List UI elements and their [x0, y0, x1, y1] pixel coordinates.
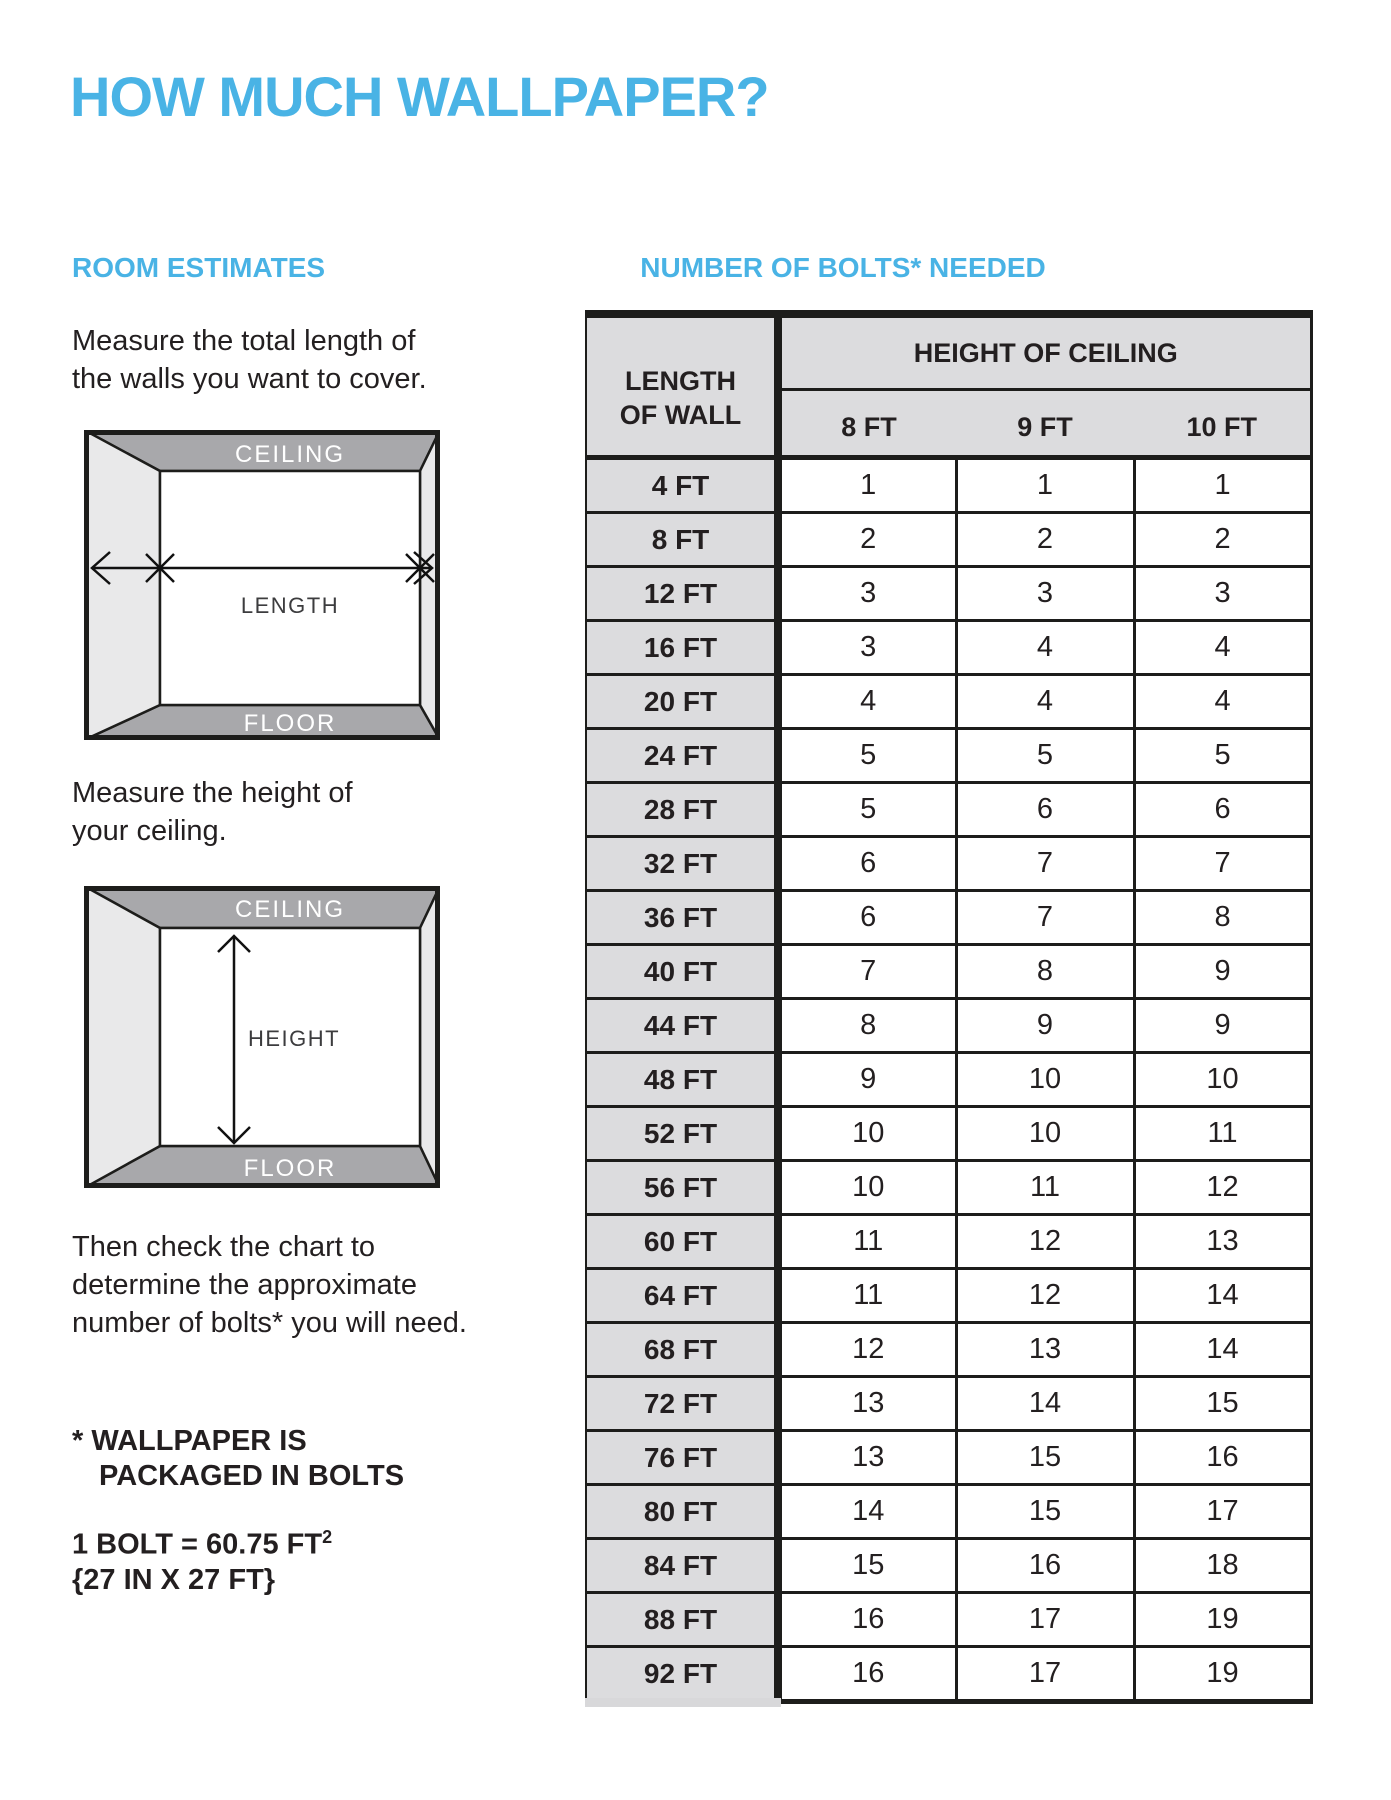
bolt-count-cell: 6 — [778, 891, 956, 945]
bolt-count-cell: 17 — [956, 1647, 1134, 1702]
footnote-line: * WALLPAPER IS — [72, 1425, 307, 1457]
bolt-table-body — [586, 458, 1311, 1702]
row-header-length: 56 FT — [586, 1161, 778, 1215]
bolt-count-cell: 11 — [778, 1215, 956, 1269]
row-header-length: 72 FT — [586, 1377, 778, 1431]
row-header-length: 4 FT — [586, 458, 778, 513]
bolt-count-cell: 4 — [1134, 621, 1311, 675]
row-header-length: 60 FT — [586, 1215, 778, 1269]
wallpaper-bolts-footnote — [72, 1424, 404, 1494]
column-header-10ft: 10 FT — [1134, 390, 1311, 458]
section-heading-bolts-needed: NUMBER OF BOLTS* NEEDED — [640, 252, 1046, 283]
floor-label: FLOOR — [243, 1155, 337, 1182]
bolt-count-cell: 6 — [956, 783, 1134, 837]
bolt-count-cell: 16 — [778, 1593, 956, 1647]
ceiling-label: CEILING — [234, 441, 346, 468]
table-row — [586, 567, 1311, 621]
floor-label: FLOOR — [243, 710, 337, 737]
bolt-count-cell: 3 — [1134, 567, 1311, 621]
room-length-diagram — [84, 430, 440, 740]
bolt-count-cell: 10 — [778, 1107, 956, 1161]
row-header-length: 52 FT — [586, 1107, 778, 1161]
table-row — [586, 783, 1311, 837]
bolt-count-cell: 5 — [778, 783, 956, 837]
row-header-length: 28 FT — [586, 783, 778, 837]
bolt-count-cell: 3 — [956, 567, 1134, 621]
page-title: HOW MUCH WALLPAPER? — [70, 65, 769, 128]
left-wall-surface — [84, 886, 160, 1188]
bolt-count-cell: 13 — [956, 1323, 1134, 1377]
bolt-table-head — [586, 314, 1311, 458]
footnote-line: PACKAGED IN BOLTS — [99, 1460, 405, 1492]
bolt-count-cell: 8 — [1134, 891, 1311, 945]
bolt-count-cell: 15 — [956, 1485, 1134, 1539]
row-header-length: 64 FT — [586, 1269, 778, 1323]
table-row — [586, 1107, 1311, 1161]
instruction-line: the walls you want to cover. — [72, 363, 427, 395]
instruction-step-chart — [72, 1228, 467, 1342]
instruction-step-height — [72, 774, 353, 850]
row-header-length: 48 FT — [586, 1053, 778, 1107]
bolt-count-cell: 8 — [956, 945, 1134, 999]
length-header-line: LENGTH — [625, 365, 736, 396]
bolt-count-cell: 10 — [1134, 1053, 1311, 1107]
table-row — [586, 621, 1311, 675]
bolt-count-cell: 14 — [778, 1485, 956, 1539]
row-header-length: 44 FT — [586, 999, 778, 1053]
row-header-length: 92 FT — [586, 1647, 778, 1702]
column-header-9ft: 9 FT — [956, 390, 1134, 458]
table-row — [586, 945, 1311, 999]
bolt-count-cell: 12 — [956, 1269, 1134, 1323]
table-row — [586, 1269, 1311, 1323]
column-header-8ft: 8 FT — [778, 390, 956, 458]
bolt-count-cell: 15 — [956, 1431, 1134, 1485]
ceiling-label: CEILING — [234, 896, 346, 923]
table-column-shadow — [585, 1698, 781, 1707]
row-header-length: 36 FT — [586, 891, 778, 945]
bolt-count-cell: 2 — [778, 513, 956, 567]
bolt-equation-exponent: 2 — [322, 1527, 333, 1547]
section-heading-room-estimates: ROOM ESTIMATES — [72, 252, 326, 283]
table-row — [586, 1161, 1311, 1215]
table-row — [586, 1215, 1311, 1269]
table-row — [586, 1593, 1311, 1647]
instruction-line: determine the approximate — [72, 1269, 417, 1301]
bolt-count-cell: 11 — [778, 1269, 956, 1323]
bolt-count-cell: 2 — [956, 513, 1134, 567]
bolt-count-cell: 4 — [956, 621, 1134, 675]
table-row — [586, 891, 1311, 945]
bolt-equation — [72, 1520, 332, 1598]
bolt-count-cell: 13 — [778, 1377, 956, 1431]
table-row — [586, 1647, 1311, 1702]
bolt-count-cell: 12 — [778, 1323, 956, 1377]
table-row — [586, 1377, 1311, 1431]
bolt-count-cell: 13 — [1134, 1215, 1311, 1269]
bolt-count-cell: 1 — [778, 458, 956, 513]
table-row — [586, 458, 1311, 513]
bolt-count-cell: 5 — [956, 729, 1134, 783]
row-header-length: 24 FT — [586, 729, 778, 783]
left-wall-surface — [84, 430, 160, 740]
bolt-count-cell: 3 — [778, 567, 956, 621]
instruction-line: your ceiling. — [72, 815, 227, 847]
table-row — [586, 1431, 1311, 1485]
table-row — [586, 1053, 1311, 1107]
bolt-count-cell: 4 — [1134, 675, 1311, 729]
bolt-count-cell: 9 — [956, 999, 1134, 1053]
row-header-length: 20 FT — [586, 675, 778, 729]
table-row — [586, 999, 1311, 1053]
row-header-length: 40 FT — [586, 945, 778, 999]
length-header-line: OF WALL — [619, 399, 742, 430]
height-of-ceiling-header: HEIGHT OF CEILING — [778, 314, 1311, 390]
bolt-count-cell: 5 — [1134, 729, 1311, 783]
bolt-count-cell: 4 — [956, 675, 1134, 729]
row-header-length: 88 FT — [586, 1593, 778, 1647]
bolt-count-cell: 16 — [956, 1539, 1134, 1593]
bolt-count-cell: 16 — [1134, 1431, 1311, 1485]
row-header-length: 76 FT — [586, 1431, 778, 1485]
table-row — [586, 1485, 1311, 1539]
bolt-count-cell: 3 — [778, 621, 956, 675]
table-row — [586, 837, 1311, 891]
bolt-count-cell: 10 — [956, 1107, 1134, 1161]
bolt-count-cell: 12 — [1134, 1161, 1311, 1215]
bolt-count-cell: 9 — [1134, 945, 1311, 999]
row-header-length: 8 FT — [586, 513, 778, 567]
bolt-count-cell: 6 — [1134, 783, 1311, 837]
instruction-step-length — [72, 322, 427, 398]
row-header-length: 80 FT — [586, 1485, 778, 1539]
bolt-count-cell: 18 — [1134, 1539, 1311, 1593]
bolt-count-cell: 10 — [956, 1053, 1134, 1107]
height-label: HEIGHT — [247, 1026, 341, 1051]
bolt-equation-base: 1 BOLT = 60.75 FT — [72, 1528, 323, 1561]
bolt-count-cell: 4 — [778, 675, 956, 729]
length-label: LENGTH — [240, 593, 340, 618]
bolt-count-cell: 12 — [956, 1215, 1134, 1269]
bolt-count-cell: 8 — [778, 999, 956, 1053]
row-header-length: 12 FT — [586, 567, 778, 621]
bolt-count-cell: 7 — [778, 945, 956, 999]
table-row — [586, 729, 1311, 783]
instruction-line: number of bolts* you will need. — [72, 1307, 467, 1339]
table-row — [586, 513, 1311, 567]
table-row — [586, 1539, 1311, 1593]
room-height-diagram — [84, 886, 440, 1188]
bolt-count-cell: 14 — [1134, 1323, 1311, 1377]
bolt-count-cell: 6 — [778, 837, 956, 891]
bolt-count-cell: 15 — [778, 1539, 956, 1593]
instruction-line: Then check the chart to — [72, 1231, 376, 1263]
row-header-length: 32 FT — [586, 837, 778, 891]
table-row — [586, 1323, 1311, 1377]
bolt-count-cell: 10 — [778, 1161, 956, 1215]
bolt-count-cell: 9 — [1134, 999, 1311, 1053]
back-wall-surface — [160, 471, 420, 705]
bolt-count-cell: 13 — [778, 1431, 956, 1485]
bolt-count-cell: 11 — [956, 1161, 1134, 1215]
bolt-count-cell: 11 — [1134, 1107, 1311, 1161]
bolt-count-cell: 19 — [1134, 1647, 1311, 1702]
row-header-length: 16 FT — [586, 621, 778, 675]
instruction-line: Measure the total length of — [72, 325, 416, 357]
bolt-dimensions: {27 IN X 27 FT} — [72, 1563, 276, 1596]
bolt-count-cell: 19 — [1134, 1593, 1311, 1647]
bolt-count-cell: 7 — [956, 891, 1134, 945]
row-header-length: 84 FT — [586, 1539, 778, 1593]
bolt-equation-line — [72, 1520, 332, 1563]
table-row — [586, 675, 1311, 729]
bolt-count-cell: 17 — [956, 1593, 1134, 1647]
bolt-count-cell: 5 — [778, 729, 956, 783]
bolt-table — [585, 310, 1313, 1704]
bolt-count-cell: 1 — [956, 458, 1134, 513]
bolt-count-cell: 7 — [956, 837, 1134, 891]
bolt-count-cell: 16 — [778, 1647, 956, 1702]
bolt-count-cell: 1 — [1134, 458, 1311, 513]
length-of-wall-header — [586, 314, 778, 458]
instruction-line: Measure the height of — [72, 777, 353, 809]
bolt-count-cell: 14 — [1134, 1269, 1311, 1323]
bolt-count-cell: 15 — [1134, 1377, 1311, 1431]
bolt-count-cell: 17 — [1134, 1485, 1311, 1539]
bolt-count-cell: 2 — [1134, 513, 1311, 567]
bolt-count-cell: 7 — [1134, 837, 1311, 891]
bolt-count-cell: 14 — [956, 1377, 1134, 1431]
bolt-count-cell: 9 — [778, 1053, 956, 1107]
row-header-length: 68 FT — [586, 1323, 778, 1377]
